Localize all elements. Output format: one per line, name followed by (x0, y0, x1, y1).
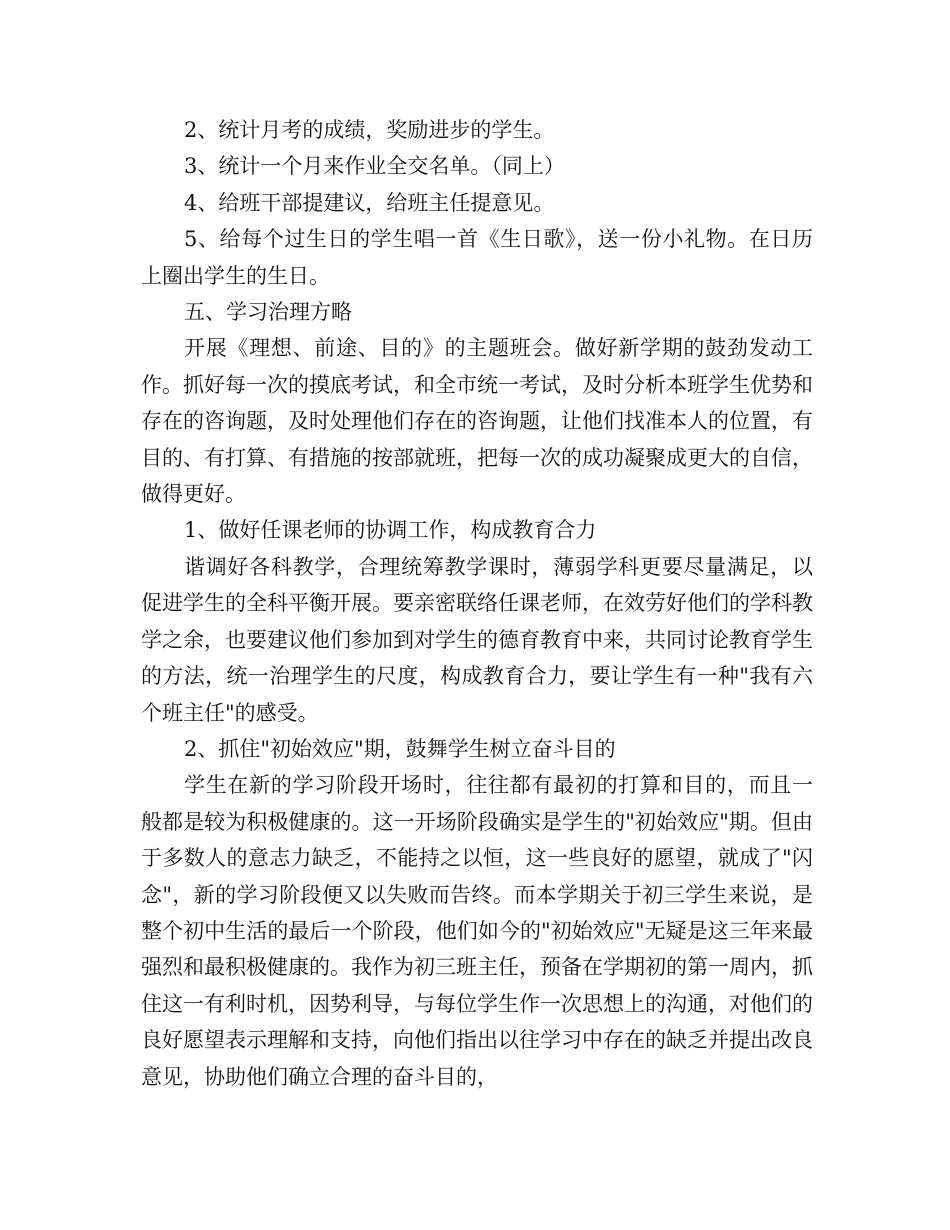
subheading-teacher-coordination: 1、做好任课老师的协调工作，构成教育合力 (184, 518, 597, 543)
paragraph-item-2-monthly-exam: 2、统计月考的成绩，奖励进步的学生。 (184, 118, 555, 142)
paragraph-item-4-suggestions: 4、给班干部提建议，给班主任提意见。 (184, 190, 555, 215)
paragraph-item-5-birthdays: 5、给每个过生日的学生唱一首《生日歌》，送一份小礼物。在日历上圈出学生的生日。 (141, 227, 813, 288)
subheading-initial-effect: 2、抓住"初始效应"期，鼓舞学生树立奋斗目的 (184, 736, 616, 761)
paragraph-teacher-coordination: 谐调好各科教学，合理统筹教学课时，薄弱学科更要尽量满足，以促进学生的全科平衡开展。要亲密联络任课老师，在效劳好他们的学科教学之余，也要建议他们参加到对学生的德育教育中来，共同讨论教育学生的方法，统一治理学生的尺度，构成教育合力，要让学生有一种"我有六个班主任"的感受。 (141, 554, 813, 725)
paragraph-theme-class-meeting: 开展《理想、前途、目的》的主题班会。做好新学期的鼓劲发动工作。抓好每一次的摸底考试，和全市统一考试，及时分析本班学生优势和存在的咨询题，及时处理他们存在的咨询题，让他们找准本人的位置，有目的、有打算、有措施的按部就班，把每一次的成功凝聚成更大的自信，做得更好。 (141, 336, 813, 507)
document-body (141, 112, 813, 1095)
paragraph-item-3-homework-list: 3、统计一个月来作业全交名单。（同上） (184, 154, 565, 179)
paragraph-initial-effect: 学生在新的学习阶段开场时，往往都有最初的打算和目的，而且一般都是较为积极健康的。这一开场阶段确实是学生的"初始效应"期。但由于多数人的意志力缺乏，不能持之以恒，这一些良好的愿望，就成了"闪念"，新的学习阶段便又以失败而告终。而本学期关于初三学生来说，是整个初中生活的最后一个阶段，他们如今的"初始效应"无疑是这三年来最强烈和最积极健康的。我作为初三班主任，预备在学期初的第一周内，抓住这一有利时机，因势利导，与每位学生作一次思想上的沟通，对他们的良好愿望表示理解和支持，向他们指出以往学习中存在的缺乏并提出改良意见，协助他们确立合理的奋斗目的， (141, 773, 813, 1089)
section-heading-learning-management: 五、学习治理方略 (184, 300, 352, 325)
